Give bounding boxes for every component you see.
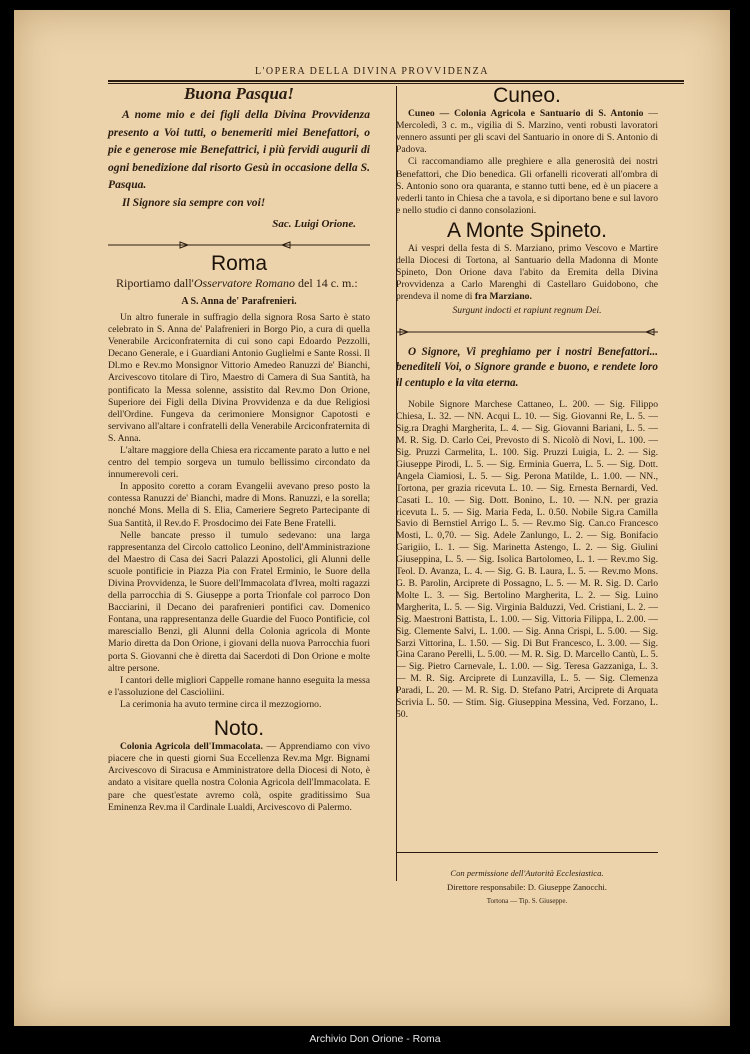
ornamental-divider [396,327,658,337]
footer-permission: Con permissione dell'Autorità Ecclesiastica. [450,868,604,878]
cuneo-article [396,108,658,217]
left-column [108,84,370,814]
prayer-block [396,345,658,392]
spineto-title: A Monte Spineto. [447,218,607,242]
footer-printer: Tortona — Tip. S. Giuseppe. [486,897,568,905]
spineto-article [396,243,658,317]
roma-title: Roma [210,251,268,275]
roma-paragraph: In apposito coretto a coram Evangelii avevano preso posto la contessa Ranuzzi de' Bianchi, madre di Mons. Ranuzzi, e la sorella; nonché Mons. Mella di S. Elia, Cameriere Segreto Partecipante di Sua Santità, il Rev.do F. Prosdocimo dei Fate Bene Fratelli. [108,481,370,529]
ornamental-divider [108,240,370,250]
roma-subhead: A S. Anna de' Parafrenieri. [181,295,297,307]
spineto-motto: Surgunt indocti et rapiunt regnum Dei. [452,304,602,316]
roma-paragraph: Nelle bancate presso il tumulo sedevano: una larga rappresentanza del Circolo cattolico Leonino, dell'Amministrazione del Maestro di Casa dei Sacri Palazzi Apostolici, gli Alunni delle scuole pontificie in Piazza Pia con Fratel Erminio, le Suore della Divina Provvidenza, le Suore dell'Immacolata d'Ivrea, molti ragazzi della parrocchia di S. Giuseppe a porta Trionfale col parroco Don Bacciarini, il Decano dei parafrenieri pontifici cav. Domenico Fontana, una rappresentanza delle Guardie del Fuoco Pontificie, col maresciallo Benzi, gli Alunni della Colonia agricola di Monte Mario diretta da Don Orione, i giovani della nuova Parrocchia fuori porta S. Giovanni che è diretta dai Sacerdoti di Don Orione e molte altre persone. [108,529,370,674]
noto-title: Noto. [213,717,265,741]
roma-paragraph: L'altare maggiore della Chiesa era riccamente parato a lutto e nel centro del tempio sorgeva un tumulo bellissimo circondato da innumerevoli ceri. [108,444,370,481]
roma-lead: Riportiamo dall'Osservatore Romano del 14 c. m.: [116,275,358,290]
cuneo-title: Cuneo. [493,84,561,107]
roma-article [108,312,370,711]
donor-list [396,399,658,720]
greeting-text: A nome mio e dei figli della Divina Provvidenza presento a Voi tutti, o benemeriti miei Benefattori, o pie e generose mie Benefattrici, i più fervidi augurii di ogni benedizione dal risorto Gesù in occasione della S. Pasqua. [108,108,370,192]
footer [396,866,658,908]
roma-paragraph: I cantori delle migliori Cappelle romane hanno eseguita la messa e l'assoluzione del Cascioliini. [108,674,370,698]
noto-paragraph: Colonia Agricola dell'Immacolata. — Apprendiamo con vivo piacere che in questi giorni Sua Eccellenza Rev.ma Mgr. Bignami Arcivescovo di Siracusa e Amministratore della Diocesi di Noto, è andato a visitare quella nostra Colonia Agricola dell'Immacolata. E pare che quest'estate avremo colà, ospite graditissimo Sua Eminenza Rev.ma il Cardinale Lualdi, Arcivescovo di Palermo. [108,741,370,813]
noto-article [108,741,370,814]
greeting-text-block [108,106,370,212]
donor-list-text: Nobile Signore Marchese Cattaneo, L. 200. — Sig. Filippo Chiesa, L. 32. — NN. Acqui L. 10. — Sig. Giovanni Re, L. 5. — Sig.ra Draghi Margherita, L. 4. — Sig. Giovanni Bariani, L. 5. — M. R. Sig. D. Carlo Cei, Prevosto di S. Nicolò di Novi, L. 100. — Sig. Pruzzi Carmelita, L. 100. Sig. Pruzzi Luigia, L. 2. — Sig. Giuseppe Pirodi, L. 5. — Sig. Erminia Guerra, L. 5. — Sig. Dott. Angela Ciamiosi, L. 5. — Sig. Perona Matilde, L. 1.00. — NN., Tortona, per grazia ricevuta L. 10. — Sig. Ernesta Bernardi, Ved. Casati L. 10. — Sig. Dott. Bonino, L. 10. — N.N. per grazia ricevuta L. 5. — Sig. Maria Feda, L. 0.50. Nobile Sig.ra Camilla Savio di Bernstiel Arrigo L. 5. — Rev.mo Sig. Can.co Francesco Mosti, L. 0,70. — Sig. Adele Zanlungo, L. 2. — Sig. Bonifacio Garigiio, L. 1. — Sig. Marinetta Astengo, L. 2. — Sig. Giulini Giuseppina, L. 5. — Sig. Isolica Bartolomeo, L. 1. — Rev.mo Sig. Teol. D. Avanza, L. 4. — Sig. G. B. Laura, L. 5. — Rev.mo Mons. G. B. Parolin, Arciprete di Possagno, L. 5. — M. R. Sig. D. Carlo Molte L. 3. — Sig. Bertolino Margherita, L. 2. — Sig. Luino Margherita, L. 5. — Sig. Virginia Balduzzi, Ved. Cristiani, L. 2. — Sig. Maestroni Battista, L. 1.00. — Sig. Vittoria Filippa, L. 2.00. — Sig. Clemente Salvi, L. 1.00. — Sig. Anna Crispi, L. 5.00. — Sig. Sarzi Vittorina, L. 1.50. — Sig. Di But Francesco, L. 3.00. — Sig. Gina Carano Perelli, L. 5.00. — M. R. Sig. D. Marcello Cantù, L. 5. — Sig. Pietro Carnevale, L. 1.00. — Sig. Teresa Gazzaniga, L. 3. — M. R. Sig. Arciprete di Lunzavilla, L. 5. — Sig. Clemenza Paradi, L. 20. — M. R. Sig. D. Stefano Patri, Arciprete di Arquata Scrivia L. 50. — Stim. Sig. Giuseppina Messina, Ved. Forzano, L. 50. [396,399,658,720]
cuneo-paragraph: Ci raccomandiamo alle preghiere e alla generosità dei nostri Benefattori, che Dio benedica. Gli orfanelli ricoverati all'ombra di S. Antonio sono ora quaranta, e stanno tutti bene, ed è un piacere a vederli tanto in Chiesa che a tavola, e si diportano bene e sul lavoro e nello studio ci danno consolazioni. [396,156,658,216]
footer-rule [396,852,658,853]
roma-paragraph: Un altro funerale in suffragio della signora Rosa Sarto è stato celebrato in S. Anna de' Palafrenieri in Borgo Pio, a cura di quella Venerabile Arciconfraternita di cui sono capi Edoardo Pezzolli, Decano Generale, e i Guardiani Antonio Guglielmi e Sante Rossi. Il Dl.mo e Rev.mo Monsignor Vittorio Amedeo Ranuzzi de' Bianchi, Arcivescovo titolare di Tiro, Maestro di Camera di Sua Santità, ha pontificato la Messa solenne, assistito dal Rev.mo Don Orione, Superiore dei Figli della Divina Provvidenza e da due Religiosi dell'Ordine. Fungeva da cerimoniere Monsignor Capotosti e servivano all'altare i confratelli della Venerabile Arciconfraternita di S. Anna. [108,311,370,444]
footer-director: Direttore responsabile: D. Giuseppe Zanocchi. [447,882,607,892]
roma-paragraph: La cerimonia ha avuto termine circa il mezzogiorno. [120,698,322,710]
right-column [396,84,658,721]
cuneo-paragraph: Cuneo — Colonia Agricola e Santuario di S. Antonio — Mercoledì, 3 c. m., vigilia di S. Marzino, venti robusti lavoratori vennero assunti per gli scavi del Santuario in onore di S. Antonio di Padova. [396,108,658,156]
running-head: L'OPERA DELLA DIVINA PROVVIDENZA [255,66,489,77]
prayer-text: O Signore, Vi preghiamo per i nostri Benefattori... benediteli Voi, o Signore grande e buono, e rendete loro il centuplo e la vita eterna. [396,345,658,389]
greeting-title: Buona Pasqua! [183,84,295,103]
archive-caption: Archivio Don Orione - Roma [309,1033,441,1045]
greeting-signature: Sac. Luigi Orione. [272,217,356,230]
greeting-closing: Il Signore sia sempre con voi! [122,196,266,210]
spineto-paragraph: Ai vespri della festa di S. Marziano, primo Vescovo e Martire della Diocesi di Tortona, al Santuario della Madonna di Monte Spineto, Don Orione dava l'abito da Eremita della Divina Provvidenza a Carlo Marenghi di Castellaro Guidobono, che prendeva il nome di fra Marziano. [396,243,658,303]
